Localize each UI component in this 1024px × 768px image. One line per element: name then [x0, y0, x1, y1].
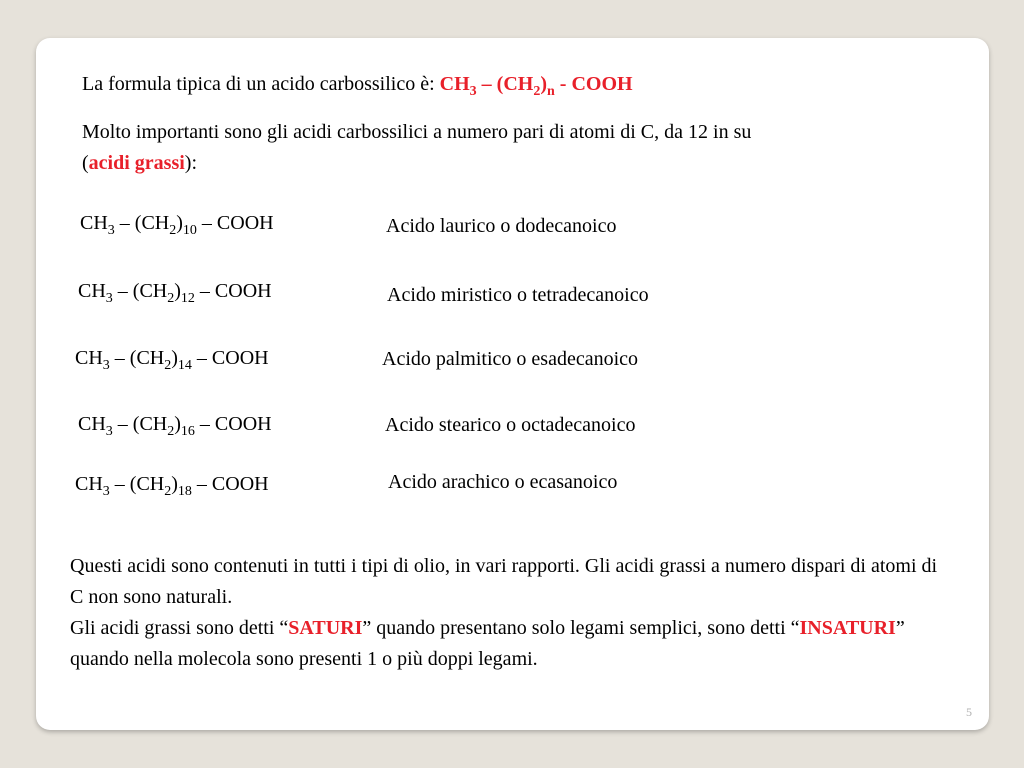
bottom-paragraph-1: Questi acidi sono contenuti in tutti i tipi di olio, in vari rapporti. Gli acidi grassi a numero dispari di atomi di C non sono naturali.	[70, 555, 938, 608]
saturi-highlight: SATURI	[288, 617, 363, 639]
general-formula: $CH_3 - (CH_2)_n$ - COOH	[439, 73, 633, 99]
acidi-grassi-highlight: acidi grassi	[88, 152, 185, 174]
acid-formula: $CH_3 - (CH_2)_{12}$ – COOH	[78, 280, 272, 306]
acid-formula: $CH_3 - (CH_2)_{16}$ – COOH	[78, 413, 272, 439]
acid-name: Acido palmitico o esadecanoico	[382, 348, 639, 370]
insaturi-highlight: INSATURI	[799, 617, 896, 639]
acid-name: Acido stearico o octadecanoico	[385, 414, 636, 436]
acid-name: Acido arachico o ecasanoico	[388, 471, 618, 493]
formula-intro-text: La formula tipica di un acido carbossilico è:	[82, 73, 440, 95]
acid-formula: $CH_3 - (CH_2)_{18}$ – COOH	[75, 473, 269, 499]
acid-formula: $CH_3 - (CH_2)_{10}$ – COOH	[80, 212, 274, 238]
acid-name: Acido miristico o tetradecanoico	[387, 284, 649, 306]
intro-line-2: (acidi grassi):	[82, 152, 198, 174]
bottom-paragraph-2: Gli acidi grassi sono detti “SATURI” quando presentano solo legami semplici, sono detti “INSATURI” quando nella molecola sono presenti 1 o più doppi legami.	[70, 617, 905, 670]
formula-line	[82, 72, 633, 99]
page-number: 5	[966, 705, 972, 719]
intro-line-1: Molto importanti sono gli acidi carbossilici a numero pari di atomi di C, da 12 in su	[82, 121, 752, 143]
acid-formula: $CH_3 - (CH_2)_{14}$ – COOH	[75, 347, 269, 373]
acid-name: Acido laurico o dodecanoico	[386, 215, 617, 237]
